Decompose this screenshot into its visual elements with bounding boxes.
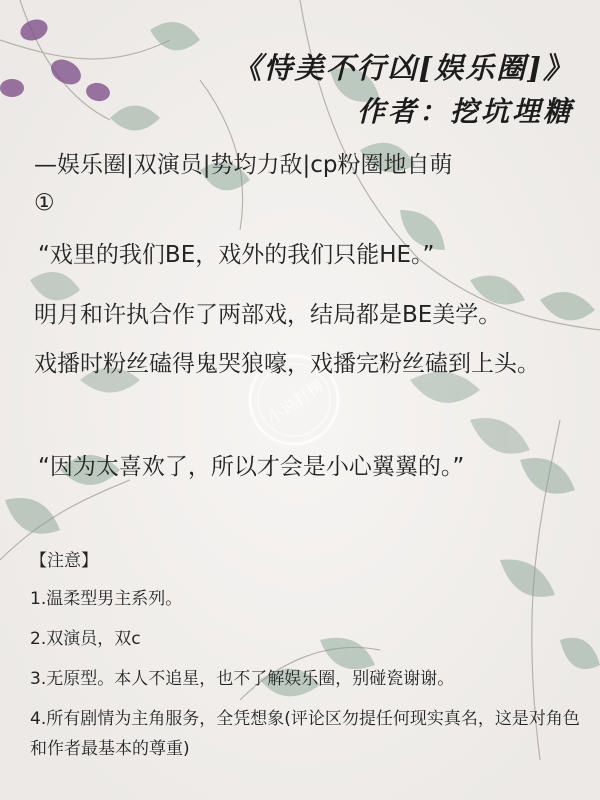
notice-heading: 【注意】 <box>30 551 98 571</box>
svg-text:小说打捞: 小说打捞 <box>263 375 328 429</box>
genre-tags: —娱乐圈|双演员|势均力敌|cp粉圈地自萌 <box>34 152 453 178</box>
synopsis-paragraph-2: 戏播时粉丝磕得鬼哭狼嚎，戏播完粉丝磕到上头。 <box>34 351 540 377</box>
closing-quote: “因为太喜欢了，所以才会是小心翼翼的。” <box>38 454 465 480</box>
tagline-quote: “戏里的我们BE，戏外的我们只能HE。” <box>38 242 435 268</box>
book-author: 作者：挖坑埋糖 <box>356 95 574 128</box>
notice-item: 1.温柔型男主系列。 <box>30 589 183 609</box>
notice-item: 2.双演员，双c <box>30 629 141 649</box>
book-title: 《恃美不行凶[娱乐圈]》 <box>232 51 574 85</box>
notice-item: 4.所有剧情为主角服务，全凭想象(评论区勿提任何现实真名，这是对角色和作者最基本的尊重) <box>30 709 580 759</box>
section-number: ① <box>34 190 55 216</box>
notice-item: 3.无原型。本人不追星，也不了解娱乐圈，别碰瓷谢谢。 <box>30 669 455 689</box>
synopsis-paragraph-1: 明月和许执合作了两部戏，结局都是BE美学。 <box>34 302 502 328</box>
